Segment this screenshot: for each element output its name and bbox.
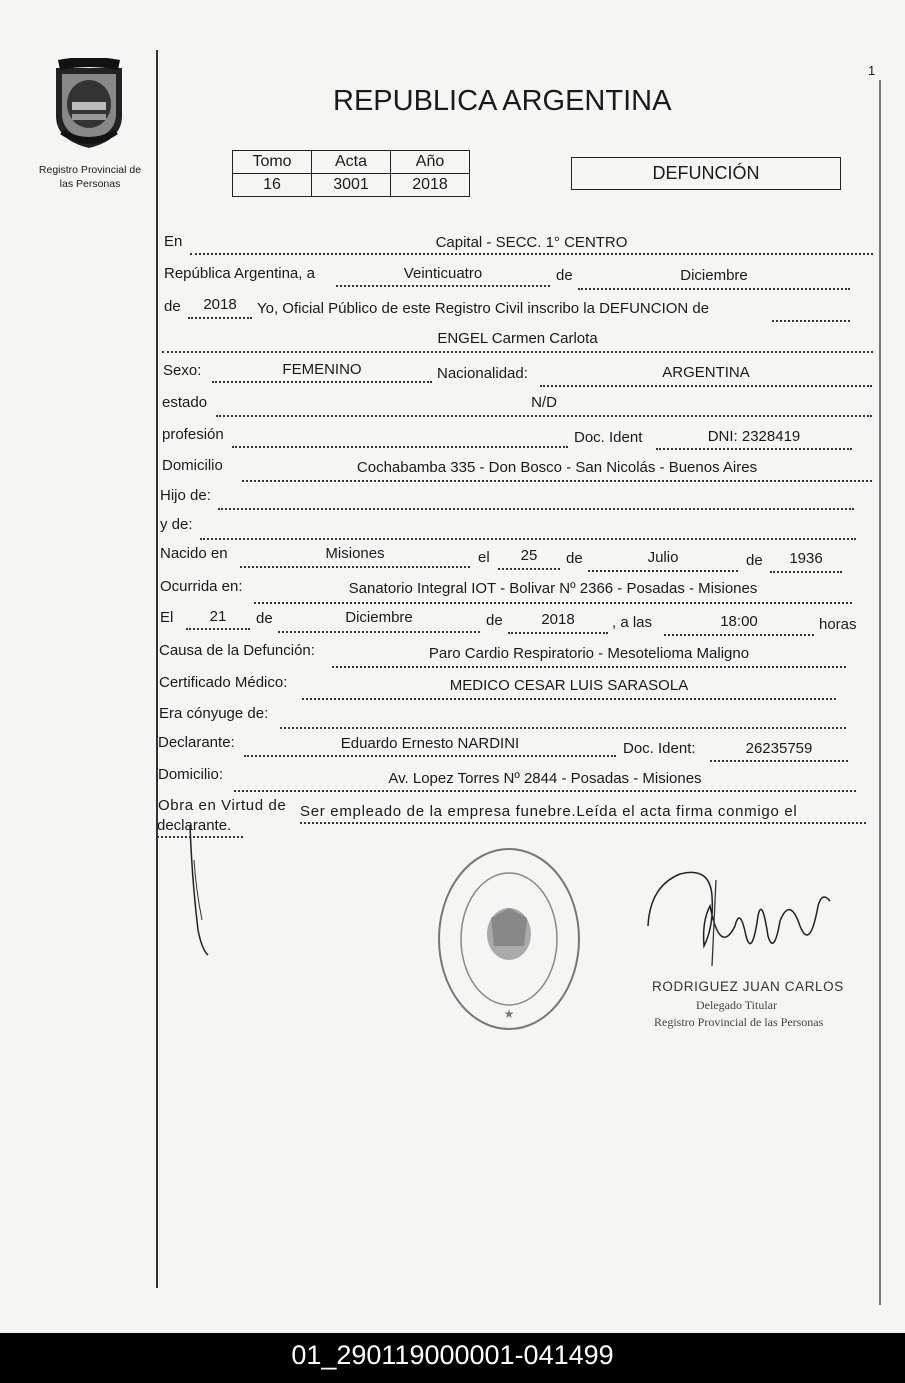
right-margin-line [879,80,881,1305]
birth-month-value: Julio [647,549,679,566]
day-words-line [336,285,550,287]
declarante-doc-line [710,760,848,762]
hijo-de-line [218,508,854,510]
officer-statement: Yo, Oficial Público de este Registro Civil inscribo la DEFUNCION de [257,300,710,317]
estado-label: estado [162,394,208,411]
day-words-value: Veinticuatro [403,265,483,282]
registry-header-acta: Acta [312,151,391,174]
registry-header-tomo: Tomo [233,151,312,174]
profesion-line [232,446,568,448]
page-title: REPUBLICA ARGENTINA [333,85,672,117]
birth-day-line [498,568,560,570]
registry-value-ano: 2018 [391,174,470,197]
signatory-org: Registro Provincial de las Personas [654,1015,824,1029]
causa-value: Paro Cardio Respiratorio - Mesotelioma Maligno [428,645,750,662]
en-label: En [164,233,183,250]
place-value: Capital - SECC. 1° CENTRO [435,234,628,251]
place-line [190,253,873,255]
declarante-line [244,755,616,757]
document-id-footer: 01_290119000001-041499 [0,1333,905,1383]
ocurrida-en-value: Sanatorio Integral IOT - Bolivar Nº 2366 - Posadas - Misiones [348,580,758,597]
document-type-box [571,157,841,190]
obra-line [300,822,866,824]
death-day-line [186,628,250,630]
page-number: 1 [868,63,876,78]
month-value: Diciembre [680,267,748,284]
birth-day-value: 25 [520,547,538,564]
death-day-value: 21 [209,608,227,625]
doc-ident-value: DNI: 2328419 [707,428,801,445]
domicilio-value: Cochabamba 335 - Don Bosco - San Nicolás - Buenos Aires [356,459,758,476]
death-time-value: 18:00 [720,613,758,630]
causa-line [332,666,846,668]
declarante-value: Eduardo Ernesto NARDINI [340,735,520,752]
certificado-value: MEDICO CESAR LUIS SARASOLA [449,677,689,694]
estado-value: N/D [531,394,557,411]
profesion-label: profesión [162,426,224,443]
obra-label: Obra en Virtud de [158,797,287,814]
de-label: de [556,267,573,284]
birth-month-line [588,570,738,572]
conyuge-label: Era cónyuge de: [159,705,269,722]
statement-tail-line [772,320,850,322]
certificado-line [302,698,836,700]
death-month-value: Diciembre [345,609,413,626]
registry-value-acta: 3001 [312,174,391,197]
nacionalidad-value: ARGENTINA [662,364,750,381]
declarante-domicilio-line [234,790,856,792]
nacionalidad-line [540,385,872,387]
ocurrida-en-label: Ocurrida en: [160,578,243,595]
el-label: el [478,549,490,566]
registry-header-ano: Año [391,151,470,174]
nacido-en-label: Nacido en [160,545,228,562]
causa-label: Causa de la Defunción: [159,642,315,659]
signature [640,866,840,976]
declarante-domicilio-value: Av. Lopez Torres Nº 2844 - Posadas - Misiones [388,770,702,787]
de-death-month-label: de [256,610,273,627]
org-name-line2: las Personas [59,178,121,190]
birth-year-value: 1936 [789,550,823,567]
official-stamp [436,846,582,1032]
nacido-en-line [240,566,470,568]
certificado-label: Certificado Médico: [159,674,288,691]
year-value: 2018 [203,296,237,313]
left-margin-line [156,50,158,1288]
doc-ident-line [656,448,852,450]
misiones-seal-icon [48,58,130,150]
conyuge-line [280,727,846,729]
de-birth-year-label: de [746,552,763,569]
registry-table [232,150,470,197]
year-line [188,317,252,319]
signatory-title: Delegado Titular [696,998,777,1012]
month-line [578,288,850,290]
estado-line [216,415,872,417]
declarante-domicilio-label: Domicilio: [158,766,224,783]
republica-label: República Argentina, a [164,265,315,282]
death-year-line [508,632,608,634]
declarante-doc-label: Doc. Ident: [623,740,696,757]
horas-label: horas [819,616,857,633]
document-type: DEFUNCIÓN [652,163,760,183]
death-year-value: 2018 [541,611,575,628]
de-year-label: de [164,298,181,315]
obra-text: Ser empleado de la empresa funebre.Leída el acta firma conmigo el [300,803,798,820]
death-time-line [664,634,814,636]
deceased-name-line [162,351,873,353]
doc-ident-label: Doc. Ident [574,429,643,446]
nacido-en-value: Misiones [325,545,385,562]
declarante-label: Declarante: [158,734,235,751]
birth-year-line [770,571,842,573]
domicilio-line [242,480,872,482]
a-las-label: , a las [612,614,653,631]
sexo-value: FEMENINO [282,361,362,378]
hijo-de-label: Hijo de: [160,487,211,504]
obra-text-line2: declarante. [157,817,232,834]
de-birth-month-label: de [566,550,583,567]
nacionalidad-label: Nacionalidad: [437,365,528,382]
y-de-label: y de: [160,516,193,533]
y-de-line [200,538,856,540]
declarante-doc-value: 26235759 [745,740,813,757]
svg-text:★: ★ [503,1007,515,1021]
deceased-name: ENGEL Carmen Carlota [437,330,598,347]
signatory-name: RODRIGUEZ JUAN CARLOS [652,979,844,994]
ocurrida-en-line [254,602,852,604]
death-month-line [278,631,480,633]
registry-value-tomo: 16 [233,174,312,197]
handwritten-stroke [180,820,220,960]
province-seal [48,58,130,150]
stamp-seal-icon [436,846,582,1032]
sexo-line [212,381,432,383]
domicilio-label: Domicilio [162,457,223,474]
el-cap-label: El [160,609,174,626]
de-death-year-label: de [486,612,503,629]
sexo-label: Sexo: [163,362,202,379]
org-name-line1: Registro Provincial de [38,164,142,176]
